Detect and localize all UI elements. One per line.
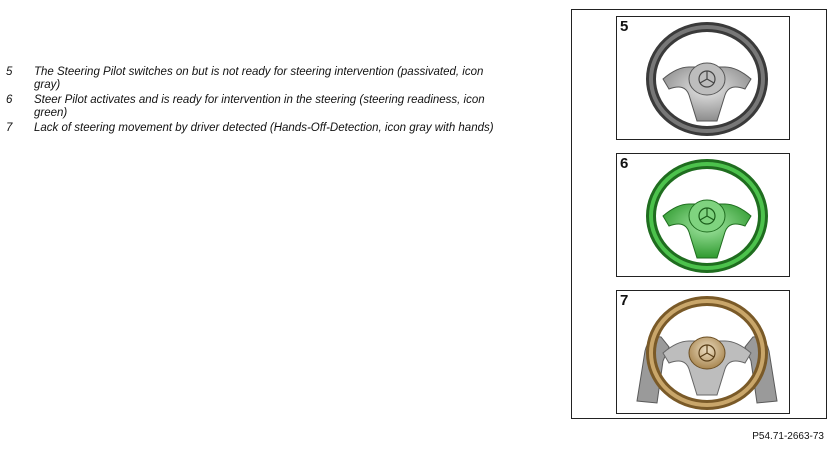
legend-number: 7 <box>6 121 13 134</box>
panel-passivated <box>616 16 790 140</box>
legend-item-5 <box>6 66 506 93</box>
figure-frame <box>571 9 827 419</box>
steering-wheel-hands-icon <box>617 291 789 413</box>
legend-item-7 <box>6 122 506 135</box>
panel-label: 6 <box>620 155 629 172</box>
panel-label: 5 <box>620 18 629 35</box>
figure-reference: P54.71-2663-73 <box>752 431 824 442</box>
steering-wheel-icon <box>617 17 789 139</box>
legend-number: 6 <box>6 93 13 106</box>
panel-ready <box>616 153 790 277</box>
legend-number: 5 <box>6 66 13 78</box>
legend-item-6 <box>6 94 506 121</box>
legend-text: Steer Pilot activates and is ready for intervention in the steering (steering readiness, icon green) <box>34 93 485 120</box>
legend-text: Lack of steering movement by driver detected (Hands-Off-Detection, icon gray with hands) <box>34 121 494 134</box>
legend-list <box>6 66 506 136</box>
panel-label: 7 <box>620 292 629 309</box>
legend-text: The Steering Pilot switches on but is not ready for steering intervention (passivated, icon gray) <box>34 66 484 92</box>
steering-wheel-icon <box>617 154 789 276</box>
panel-hands-off <box>616 290 790 414</box>
